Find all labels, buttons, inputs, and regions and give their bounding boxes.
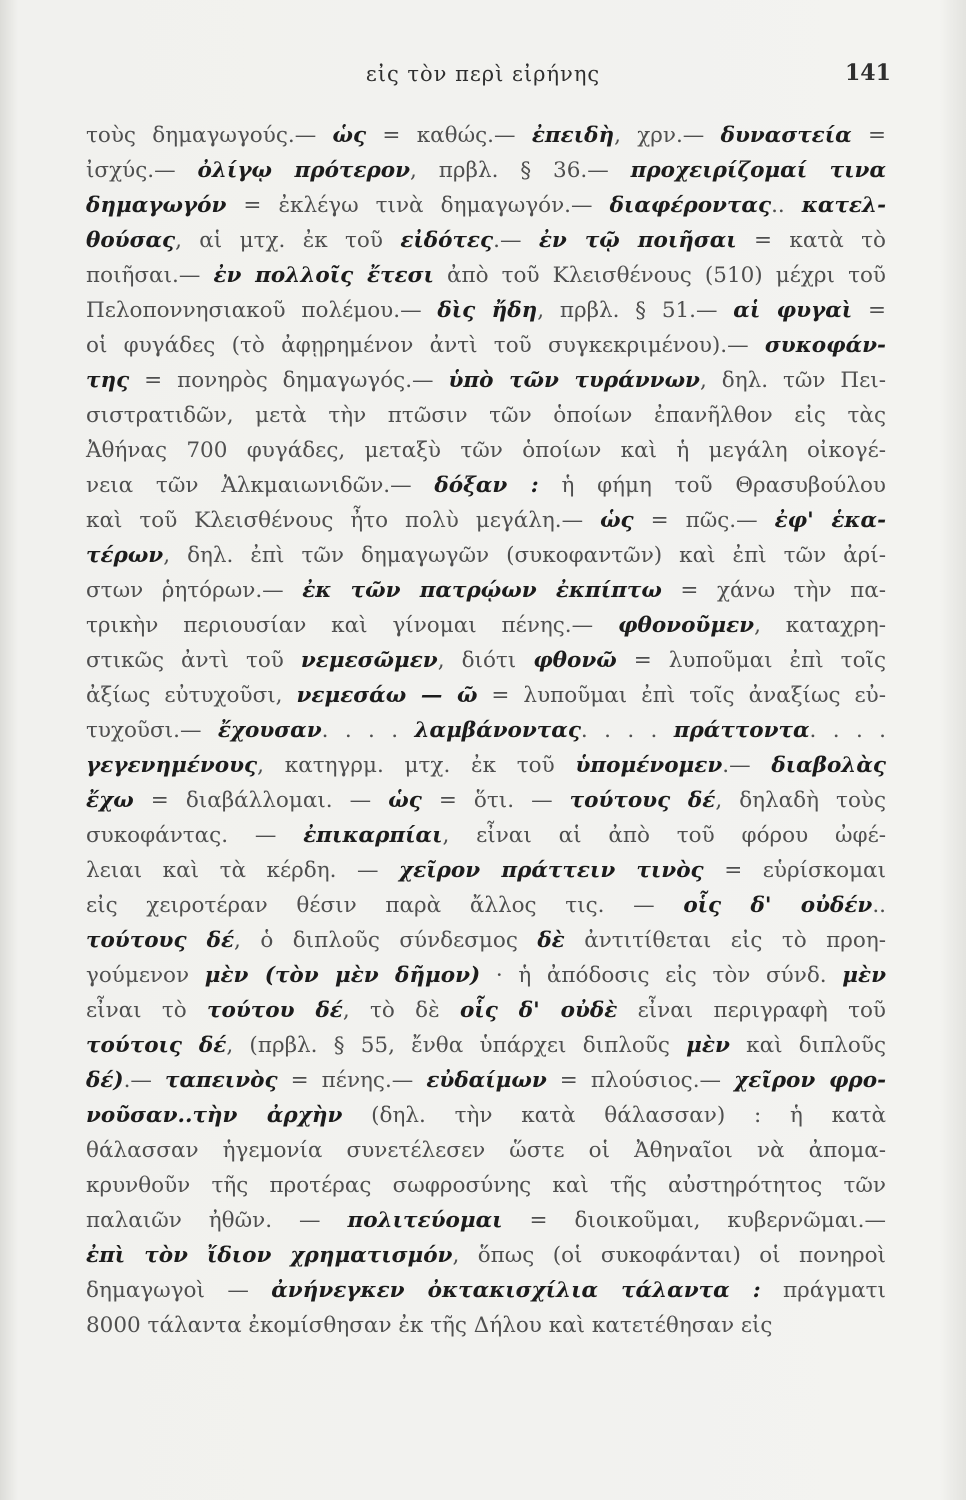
gloss: = διαβάλλομαι. — bbox=[133, 788, 389, 813]
text-line bbox=[86, 643, 886, 678]
lemma: τέρων bbox=[86, 543, 164, 568]
text-line bbox=[86, 118, 886, 153]
text-line bbox=[86, 1203, 886, 1238]
gloss: ποιῆσαι.— bbox=[86, 263, 214, 288]
lemma: ἐπικαρπίαι bbox=[303, 823, 443, 848]
gloss: , δηλαδὴ τοὺς bbox=[715, 788, 887, 813]
text-line bbox=[86, 503, 886, 538]
gloss: , δηλ. τῶν Πει- bbox=[699, 368, 886, 393]
gloss: , καταχρη- bbox=[754, 613, 886, 638]
gloss: , πρβλ. § 36.— bbox=[410, 158, 631, 183]
lemma: ταπεινὸς bbox=[164, 1068, 278, 1093]
gloss: = ἐκλέγω τινὰ δημαγωγόν.— bbox=[226, 193, 610, 218]
lemma: γεγενημένους bbox=[86, 753, 258, 778]
lemma: ὡς bbox=[332, 123, 367, 148]
text-line bbox=[86, 888, 886, 923]
gloss: , εἶναι αἱ ἀπὸ τοῦ φόρου ὠφέ- bbox=[442, 823, 886, 848]
lemma: ὑπὸ τῶν τυράννων bbox=[448, 368, 700, 393]
lemma: αἱ φυγαὶ bbox=[733, 298, 853, 323]
gloss: , κατηγρμ. μτχ. ἐκ τοῦ bbox=[257, 753, 576, 778]
text-line bbox=[86, 1308, 886, 1343]
text-line bbox=[86, 223, 886, 258]
gloss: , πρβλ. § 51.— bbox=[537, 298, 734, 323]
lemma: πράττοντα bbox=[673, 718, 810, 743]
text-line bbox=[86, 398, 886, 433]
lemma: δὶς ἤδη bbox=[437, 298, 538, 323]
gloss: = πένης.— bbox=[277, 1068, 427, 1093]
gloss: Πελοποννησιακοῦ πολέμου.— bbox=[86, 298, 438, 323]
gloss: = πῶς.— bbox=[633, 508, 775, 533]
text-line bbox=[86, 783, 886, 818]
gloss: .. bbox=[771, 193, 802, 218]
text-line bbox=[86, 818, 886, 853]
gloss: 8000 τάλαντα ἐκομίσθησαν ἐκ τῆς Δήλου καὶ κατετέθησαν εἰς bbox=[86, 1313, 773, 1338]
lemma: οἷς δ' οὐδέν bbox=[683, 893, 873, 918]
text-line bbox=[86, 608, 886, 643]
lemma: ἐκ τῶν πατρῴων ἐκπίπτω bbox=[302, 578, 662, 603]
lemma: ἐπὶ τὸν ἴδιον χρηματισμόν bbox=[86, 1243, 453, 1268]
lemma: δυναστεία bbox=[720, 123, 852, 148]
gloss: σιστρατιδῶν, μετὰ τὴν πτῶσιν τῶν ὁποίων ἐπανῆλθον εἰς τὰς bbox=[86, 403, 886, 428]
gloss: ἀντιτίθεται εἰς τὸ προη- bbox=[564, 928, 886, 953]
gloss: εἰς χειροτέραν θέσιν παρὰ ἄλλος τις. — bbox=[86, 893, 684, 918]
lemma: νεμεσάω — ῶ bbox=[296, 683, 478, 708]
text-line bbox=[86, 328, 886, 363]
lemma: εἰδότες bbox=[400, 228, 494, 253]
lemma: φθονοῦμεν bbox=[618, 613, 755, 638]
gloss: .— bbox=[493, 228, 539, 253]
gloss: = κατὰ τὸ bbox=[736, 228, 886, 253]
gloss: τοὺς δημαγωγούς.— bbox=[86, 123, 333, 148]
lemma: νοῦσαν..τὴν ἀρχὴν bbox=[86, 1103, 343, 1128]
lemma: δημαγωγόν bbox=[86, 193, 227, 218]
text-line bbox=[86, 153, 886, 188]
gloss: = πλούσιος.— bbox=[546, 1068, 735, 1093]
gloss: εἶναι τὸ bbox=[86, 998, 208, 1023]
gloss: παλαιῶν ἠθῶν. — bbox=[86, 1208, 348, 1233]
lemma: εὐδαίμων bbox=[426, 1068, 547, 1093]
lemma: ὡς bbox=[600, 508, 634, 533]
gloss: = καθώς.— bbox=[366, 123, 532, 148]
text-line bbox=[86, 713, 886, 748]
gloss: πράγματι bbox=[760, 1278, 886, 1303]
gloss: εἶναι περιγραφὴ τοῦ bbox=[617, 998, 886, 1023]
text-line bbox=[86, 1063, 886, 1098]
gloss: , ὁ διπλοῦς σύνδεσμος bbox=[234, 928, 538, 953]
gloss: .— bbox=[123, 1068, 165, 1093]
lemma: μὲν (τὸν μὲν δῆμον) bbox=[204, 963, 481, 988]
gloss: στων ῥητόρων.— bbox=[86, 578, 303, 603]
gloss: ἀξίως εὐτυχοῦσι, bbox=[86, 683, 297, 708]
gloss: καὶ τοῦ Κλεισθένους ἦτο πολὺ μεγάλη.— bbox=[86, 508, 601, 533]
lemma: ἔχω bbox=[86, 788, 134, 813]
lemma: πολιτεύομαι bbox=[347, 1208, 503, 1233]
lemma: χεῖρον φρο- bbox=[734, 1068, 886, 1093]
lemma: προχειρίζομαί τινα bbox=[630, 158, 886, 183]
lemma: ὑπομένομεν bbox=[575, 753, 723, 778]
lemma: ἐφ' ἑκα- bbox=[774, 508, 886, 533]
text-line bbox=[86, 1098, 886, 1133]
lemma: ἐπειδὴ bbox=[531, 123, 615, 148]
lemma: τούτοις δέ bbox=[86, 1033, 227, 1058]
gloss: . . . . bbox=[809, 718, 886, 743]
text-line bbox=[86, 433, 886, 468]
lemma: ὡς bbox=[388, 788, 422, 813]
lemma: ἐν πολλοῖς ἔτεσι bbox=[213, 263, 434, 288]
commentary-text bbox=[86, 118, 886, 1343]
gloss: ἰσχύς.— bbox=[86, 158, 198, 183]
text-line bbox=[86, 993, 886, 1028]
gloss: = εὑρίσκομαι bbox=[703, 858, 886, 883]
gloss: θάλασσαν ἡγεμονία συνετέλεσεν ὥστε οἱ Ἀθηναῖοι νὰ ἀπομα- bbox=[86, 1138, 886, 1163]
gloss: = λυποῦμαι ἐπὶ τοῖς ἀναξίως εὐ- bbox=[477, 683, 886, 708]
gloss: κρυνθοῦν τῆς προτέρας σωφροσύνης καὶ τῆς αὐστηρότητος τῶν bbox=[86, 1173, 886, 1198]
gloss: ἀπὸ τοῦ Κλεισθένους (510) μέχρι τοῦ bbox=[433, 263, 886, 288]
gloss: .— bbox=[722, 753, 772, 778]
gloss: = ὅτι. — bbox=[421, 788, 570, 813]
text-line bbox=[86, 538, 886, 573]
lemma: ὀλίγῳ πρότερον bbox=[197, 158, 411, 183]
gloss: (δηλ. τὴν κατὰ θάλασσαν) : ἡ κατὰ bbox=[342, 1103, 886, 1128]
lemma: συκοφάν- bbox=[764, 333, 886, 358]
lemma: δέ) bbox=[86, 1068, 124, 1093]
text-line bbox=[86, 573, 886, 608]
gloss: , αἱ μτχ. ἐκ τοῦ bbox=[175, 228, 401, 253]
gloss: = bbox=[852, 298, 886, 323]
lemma: νεμεσῶμεν bbox=[300, 648, 438, 673]
text-line bbox=[86, 188, 886, 223]
gloss: τυχοῦσι.— bbox=[86, 718, 218, 743]
gloss: Ἀθήνας 700 φυγάδες, μεταξὺ τῶν ὁποίων καὶ ἡ μεγάλη οἰκογέ- bbox=[86, 438, 886, 463]
gloss: δημαγωγοὶ — bbox=[86, 1278, 272, 1303]
lemma: θούσας bbox=[86, 228, 176, 253]
gloss: , χρν.— bbox=[614, 123, 721, 148]
lemma: χεῖρον πράττειν τινὸς bbox=[398, 858, 704, 883]
lemma: μὲν bbox=[686, 1033, 730, 1058]
gloss: , ὅπως (οἱ συκοφάνται) οἱ πονηροὶ bbox=[452, 1243, 886, 1268]
text-line bbox=[86, 958, 886, 993]
gloss: , δηλ. ἐπὶ τῶν δημαγωγῶν (συκοφαντῶν) καὶ ἐπὶ τῶν ἀρί- bbox=[163, 543, 886, 568]
text-line bbox=[86, 468, 886, 503]
lemma: τούτους δέ bbox=[569, 788, 716, 813]
gloss: νεια τῶν Ἀλκμαιωνιδῶν.— bbox=[86, 473, 435, 498]
gloss: συκοφάντας. — bbox=[86, 823, 304, 848]
gloss: οἱ φυγάδες (τὸ ἀφῃρημένον ἀντὶ τοῦ συγκεκριμένου).— bbox=[86, 333, 765, 358]
gloss: = λυποῦμαι ἐπὶ τοῖς bbox=[616, 648, 886, 673]
text-line bbox=[86, 748, 886, 783]
lemma: λαμβάνοντας bbox=[414, 718, 581, 743]
lemma: διαβολὰς bbox=[771, 753, 886, 778]
lemma: οἷς δ' οὐδὲ bbox=[459, 998, 618, 1023]
text-line bbox=[86, 1238, 886, 1273]
lemma: ἀνήνεγκεν ὀκτακισχίλια τάλαντα : bbox=[271, 1278, 761, 1303]
text-line bbox=[86, 258, 886, 293]
lemma: μὲν bbox=[842, 963, 886, 988]
gloss: . . . . bbox=[321, 718, 415, 743]
gloss: γούμενον bbox=[86, 963, 205, 988]
gloss: = χάνω τὴν πα- bbox=[661, 578, 886, 603]
gloss: , τὸ δὲ bbox=[342, 998, 460, 1023]
lemma: ἔχουσαν bbox=[217, 718, 322, 743]
gloss: , διότι bbox=[437, 648, 534, 673]
gloss: στικῶς ἀντὶ τοῦ bbox=[86, 648, 301, 673]
text-line bbox=[86, 853, 886, 888]
text-line bbox=[86, 1168, 886, 1203]
gloss: ἡ φήμη τοῦ Θρασυβούλου bbox=[538, 473, 886, 498]
lemma: διαφέροντας bbox=[609, 193, 772, 218]
lemma: δόξαν : bbox=[434, 473, 539, 498]
text-line bbox=[86, 1273, 886, 1308]
text-line bbox=[86, 923, 886, 958]
gloss: καὶ διπλοῦς bbox=[729, 1033, 886, 1058]
running-title: εἰς τὸν περὶ εἰρήνης bbox=[365, 62, 601, 86]
lemma: φθονῶ bbox=[533, 648, 617, 673]
text-line bbox=[86, 363, 886, 398]
gloss: λειαι καὶ τὰ κέρδη. — bbox=[86, 858, 399, 883]
lemma: τούτου δέ bbox=[207, 998, 343, 1023]
gloss: τρικὴν περιουσίαν καὶ γίνομαι πένης.— bbox=[86, 613, 619, 638]
lemma: δὲ bbox=[537, 928, 565, 953]
gloss: , (πρβλ. § 55, ἔνθα ὑπάρχει διπλοῦς bbox=[226, 1033, 687, 1058]
gloss: = bbox=[851, 123, 887, 148]
gloss: . . . . bbox=[580, 718, 674, 743]
gloss: .. bbox=[872, 893, 886, 918]
page-number: 141 bbox=[845, 60, 891, 86]
lemma: ἐν τῷ ποιῆσαι bbox=[538, 228, 737, 253]
gloss: = διοικοῦμαι, κυβερνῶμαι.— bbox=[502, 1208, 886, 1233]
text-line bbox=[86, 678, 886, 713]
text-line bbox=[86, 1028, 886, 1063]
lemma: της bbox=[86, 368, 130, 393]
text-line bbox=[86, 293, 886, 328]
gloss: · ἡ ἀπόδοσις εἰς τὸν σύνδ. bbox=[480, 963, 843, 988]
text-line bbox=[86, 1133, 886, 1168]
lemma: τούτους δέ bbox=[86, 928, 235, 953]
gloss: = πονηρὸς δημαγωγός.— bbox=[129, 368, 449, 393]
lemma: κατελ- bbox=[801, 193, 886, 218]
